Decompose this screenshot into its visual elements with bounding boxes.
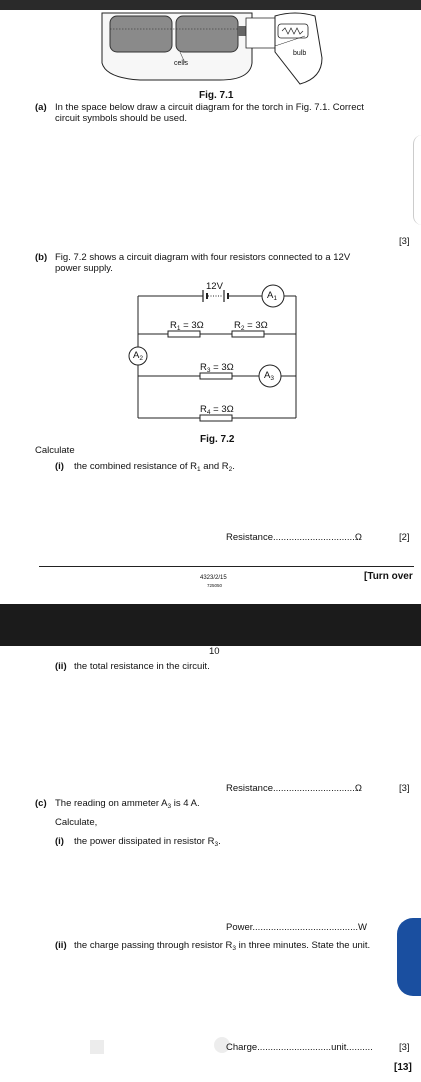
bulb-label: bulb [293,50,307,57]
a3-label: $A_3$ [264,370,274,382]
c-ii-answer-line[interactable]: Charge............................unit.......... [226,1042,373,1053]
part-c-text: The reading on ammeter $A_3$ is 4 A. [55,798,200,810]
part-c-calculate: Calculate, [55,817,98,828]
a1-label: $A_1$ [267,290,277,302]
turn-over: [Turn over [364,571,413,582]
paper-subcode: 725050 [207,583,223,588]
part-b-text-1: Fig. 7.2 shows a circuit diagram with four resistors connected to a 12V [55,252,351,263]
overlay-square-button[interactable] [90,1040,104,1054]
voltage-label: 12V [206,281,223,292]
fig-7-1-caption: Fig. 7.1 [199,90,234,101]
b-ii-answer-line[interactable]: Resistance...............................Ω [226,783,362,794]
b-i-answer-line[interactable]: Resistance...............................Ω [226,532,362,543]
cell-left [110,16,172,52]
page-rule [39,566,414,567]
total-marks: [13] [394,1062,412,1073]
a2-label: $A_2$ [133,350,143,362]
paper-code: 4323/2/15 [200,575,227,581]
c-ii-label: (ii) [55,940,67,951]
b-i-text: the combined resistance of $R_1$ and $R_2$. [74,461,235,473]
c-i-answer-line[interactable]: Power........................................W [226,922,367,933]
c-ii-marks: [3] [399,1042,410,1053]
c-ii-text: the charge passing through resistor $R_3$ in three minutes. State the unit. [74,940,371,952]
r1-label: $R_1 = 3\Omega$ [170,320,204,332]
page-divider [0,604,421,646]
part-a-marks: [3] [399,236,410,247]
part-b-text-2: power supply. [55,263,113,274]
c-i-label: (i) [55,836,64,847]
part-b-label: (b) [35,252,48,263]
b-ii-text: the total resistance in the circuit. [74,661,210,672]
part-a-text-1: In the space below draw a circuit diagram for the torch in Fig. 7.1. Correct [55,102,364,113]
b-ii-marks: [3] [399,783,410,794]
c-i-text: the power dissipated in resistor $R_3$. [74,836,221,848]
r3-label: $R_3 = 3\Omega$ [200,362,234,374]
b-i-label: (i) [55,461,64,472]
calculate-label: Calculate [35,445,75,456]
r4-label: $R_4 = 3\Omega$ [200,404,234,416]
part-c-label: (c) [35,798,47,809]
page-curl-edge [413,135,421,225]
b-i-marks: [2] [399,532,410,543]
part-a-text-2: circuit symbols should be used. [55,113,188,124]
part-a-label: (a) [35,102,47,113]
b-ii-label: (ii) [55,661,67,672]
r2-label: $R_2 = 3\Omega$ [234,320,268,332]
page-number: 10 [209,646,220,657]
cell-right [176,16,238,52]
floating-action-tab[interactable] [397,918,421,996]
cells-label: cells [174,60,189,67]
fig-7-2-caption: Fig. 7.2 [200,434,235,445]
